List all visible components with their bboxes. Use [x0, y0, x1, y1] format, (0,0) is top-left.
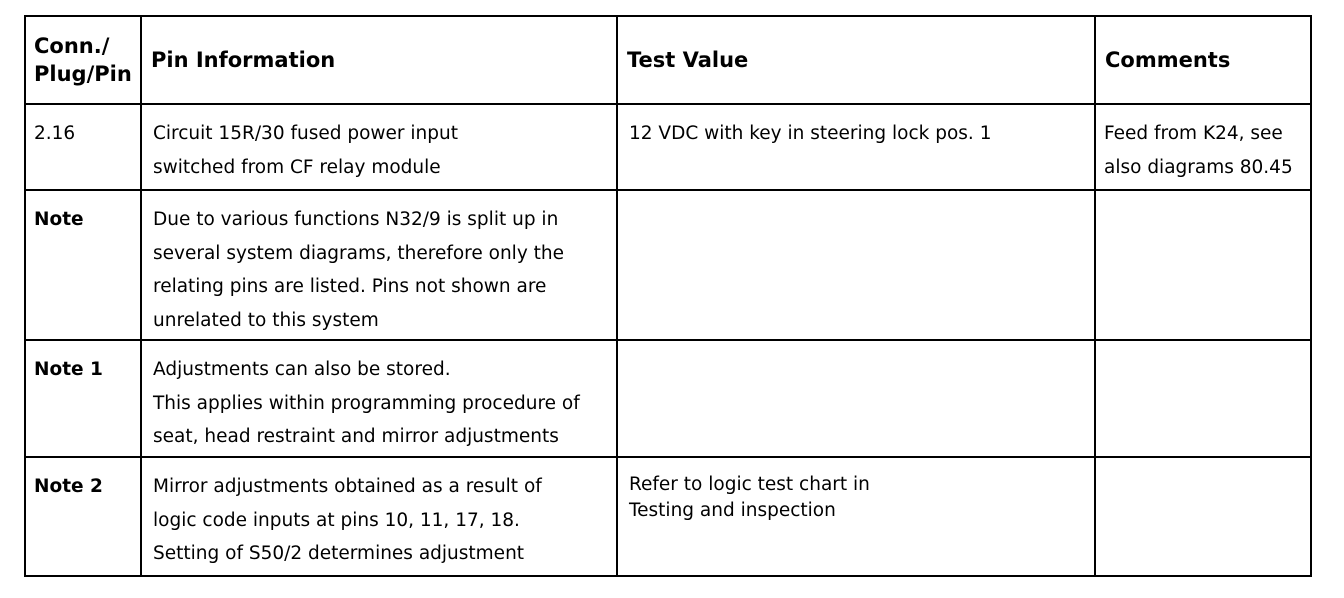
- table-row: [25, 457, 1311, 576]
- header-comments: Comments: [1095, 16, 1311, 104]
- pin-info-line: several system diagrams, therefore only the: [153, 242, 565, 264]
- pin-info-line: Circuit 15R/30 fused power input: [153, 123, 459, 144]
- conn-cell: Note 2: [25, 457, 141, 576]
- pin-info-cell: [141, 457, 617, 576]
- pin-info-line: seat, head restraint and mirror adjustments: [153, 426, 559, 447]
- comments-line: also diagrams 80.45: [1104, 156, 1293, 178]
- pin-info-line: switched from CF relay module: [153, 156, 441, 178]
- test-value-cell: [617, 190, 1095, 340]
- pin-info-cell: [141, 340, 617, 457]
- pin-info-line: This applies within programming procedure of: [153, 392, 580, 414]
- test-value-line: Refer to logic test chart in: [629, 474, 870, 495]
- conn-cell: Note 1: [25, 340, 141, 457]
- header-pin-information: Pin Information: [141, 16, 617, 104]
- test-value-cell: [617, 457, 1095, 576]
- test-value-line: 12 VDC with key in steering lock pos. 1: [629, 123, 992, 144]
- header-conn-plug-pin: [25, 16, 141, 104]
- comments-cell: [1095, 190, 1311, 340]
- pin-info-line: Mirror adjustments obtained as a result of: [153, 476, 542, 497]
- table-row: [25, 104, 1311, 190]
- conn-cell: Note: [25, 190, 141, 340]
- comments-cell: [1095, 104, 1311, 190]
- header-test-value: Test Value: [617, 16, 1095, 104]
- pin-information-table: [24, 15, 1312, 577]
- pin-info-line: Setting of S50/2 determines adjustment: [153, 543, 525, 564]
- table-header-row: [25, 16, 1311, 104]
- comments-line: Feed from K24, see: [1104, 123, 1283, 144]
- pin-info-cell: [141, 104, 617, 190]
- pin-info-cell: [141, 190, 617, 340]
- header-conn-line1: Conn./: [34, 34, 110, 58]
- test-value-cell: [617, 340, 1095, 457]
- table-row: [25, 340, 1311, 457]
- pin-info-line: Adjustments can also be stored.: [153, 359, 451, 380]
- comments-cell: [1095, 457, 1311, 576]
- pin-info-line: unrelated to this system: [153, 309, 379, 331]
- pin-info-line: Due to various functions N32/9 is split up in: [153, 209, 559, 230]
- pin-info-line: relating pins are listed. Pins not shown are: [153, 276, 547, 297]
- header-conn-line2: Plug/Pin: [34, 62, 132, 86]
- pin-info-line: logic code inputs at pins 10, 11, 17, 18.: [153, 509, 520, 531]
- test-value-line: Testing and inspection: [629, 500, 836, 521]
- test-value-cell: [617, 104, 1095, 190]
- table-row: [25, 190, 1311, 340]
- conn-cell: 2.16: [25, 104, 141, 190]
- comments-cell: [1095, 340, 1311, 457]
